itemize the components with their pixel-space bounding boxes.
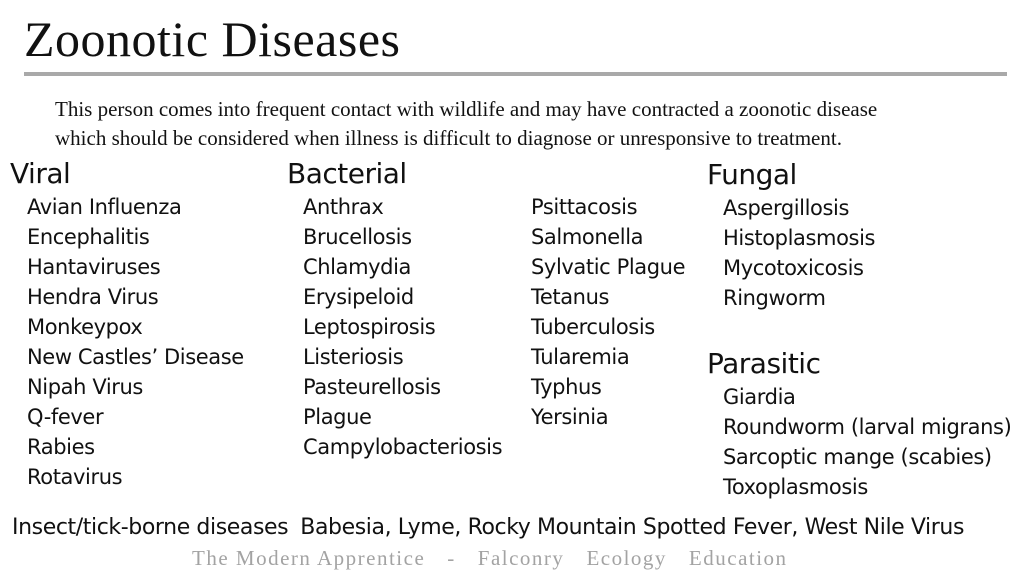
list-item: Erysipeloid <box>303 285 414 309</box>
list-item: Listeriosis <box>303 345 404 369</box>
parasitic-heading: Parasitic <box>707 347 821 380</box>
list-item: Tularemia <box>531 345 630 369</box>
credit-item-falconry: Falconry <box>477 546 565 570</box>
bacterial-heading: Bacterial <box>287 157 407 190</box>
fungal-heading: Fungal <box>707 158 797 191</box>
list-item: Ringworm <box>723 286 826 310</box>
credit-line <box>192 546 810 571</box>
viral-heading: Viral <box>10 157 71 190</box>
list-item: Hendra Virus <box>27 285 159 309</box>
list-item: Leptospirosis <box>303 315 436 339</box>
viral-list <box>27 192 244 492</box>
list-item: Roundworm (larval migrans) <box>723 415 1012 439</box>
fungal-list <box>723 193 875 313</box>
list-item: Tetanus <box>531 285 610 309</box>
list-item: Rabies <box>27 435 95 459</box>
bacterial-list-1 <box>303 192 502 462</box>
list-item: Q-fever <box>27 405 104 429</box>
list-item: Mycotoxicosis <box>723 256 864 280</box>
credit-name: The Modern Apprentice <box>192 546 426 570</box>
credit-separator: - <box>447 546 456 570</box>
list-item: Hantaviruses <box>27 255 161 279</box>
list-item: Toxoplasmosis <box>723 475 868 499</box>
title-divider <box>24 72 1007 76</box>
insect-borne-list: Babesia, Lyme, Rocky Mountain Spotted Fever, West Nile Virus <box>300 515 965 540</box>
list-item: Anthrax <box>303 195 384 219</box>
list-item: Encephalitis <box>27 225 150 249</box>
list-item: Plague <box>303 405 372 429</box>
list-item: Psittacosis <box>531 195 638 219</box>
list-item: Pasteurellosis <box>303 375 441 399</box>
list-item: Brucellosis <box>303 225 412 249</box>
bacterial-list-2 <box>531 192 685 432</box>
list-item: Histoplasmosis <box>723 226 876 250</box>
insect-borne-label: Insect/tick-borne diseases <box>12 515 289 540</box>
list-item: Typhus <box>531 375 602 399</box>
list-item: Aspergillosis <box>723 196 850 220</box>
list-item: Sarcoptic mange (scabies) <box>723 445 992 469</box>
list-item: Campylobacteriosis <box>303 435 503 459</box>
intro-line-1: This person comes into frequent contact with wildlife and may have contracted a zoonotic disease <box>55 97 878 121</box>
list-item: Salmonella <box>531 225 644 249</box>
list-item: Nipah Virus <box>27 375 143 399</box>
parasitic-list <box>723 382 1011 502</box>
credit-item-ecology: Ecology <box>586 546 667 570</box>
credit-item-education: Education <box>688 546 788 570</box>
page-title: Zoonotic Diseases <box>24 11 401 67</box>
list-item: Rotavirus <box>27 465 123 489</box>
list-item: Giardia <box>723 385 796 409</box>
list-item: Chlamydia <box>303 255 411 279</box>
list-item: Monkeypox <box>27 315 143 339</box>
list-item: Tuberculosis <box>531 315 655 339</box>
intro-paragraph <box>55 95 1020 153</box>
list-item: Avian Influenza <box>27 195 182 219</box>
insect-borne-line <box>12 515 976 540</box>
intro-line-2: which should be considered when illness is difficult to diagnose or unresponsive to treatment. <box>55 126 842 150</box>
list-item: Sylvatic Plague <box>531 255 686 279</box>
list-item: Yersinia <box>531 405 609 429</box>
list-item: New Castles’ Disease <box>27 345 244 369</box>
